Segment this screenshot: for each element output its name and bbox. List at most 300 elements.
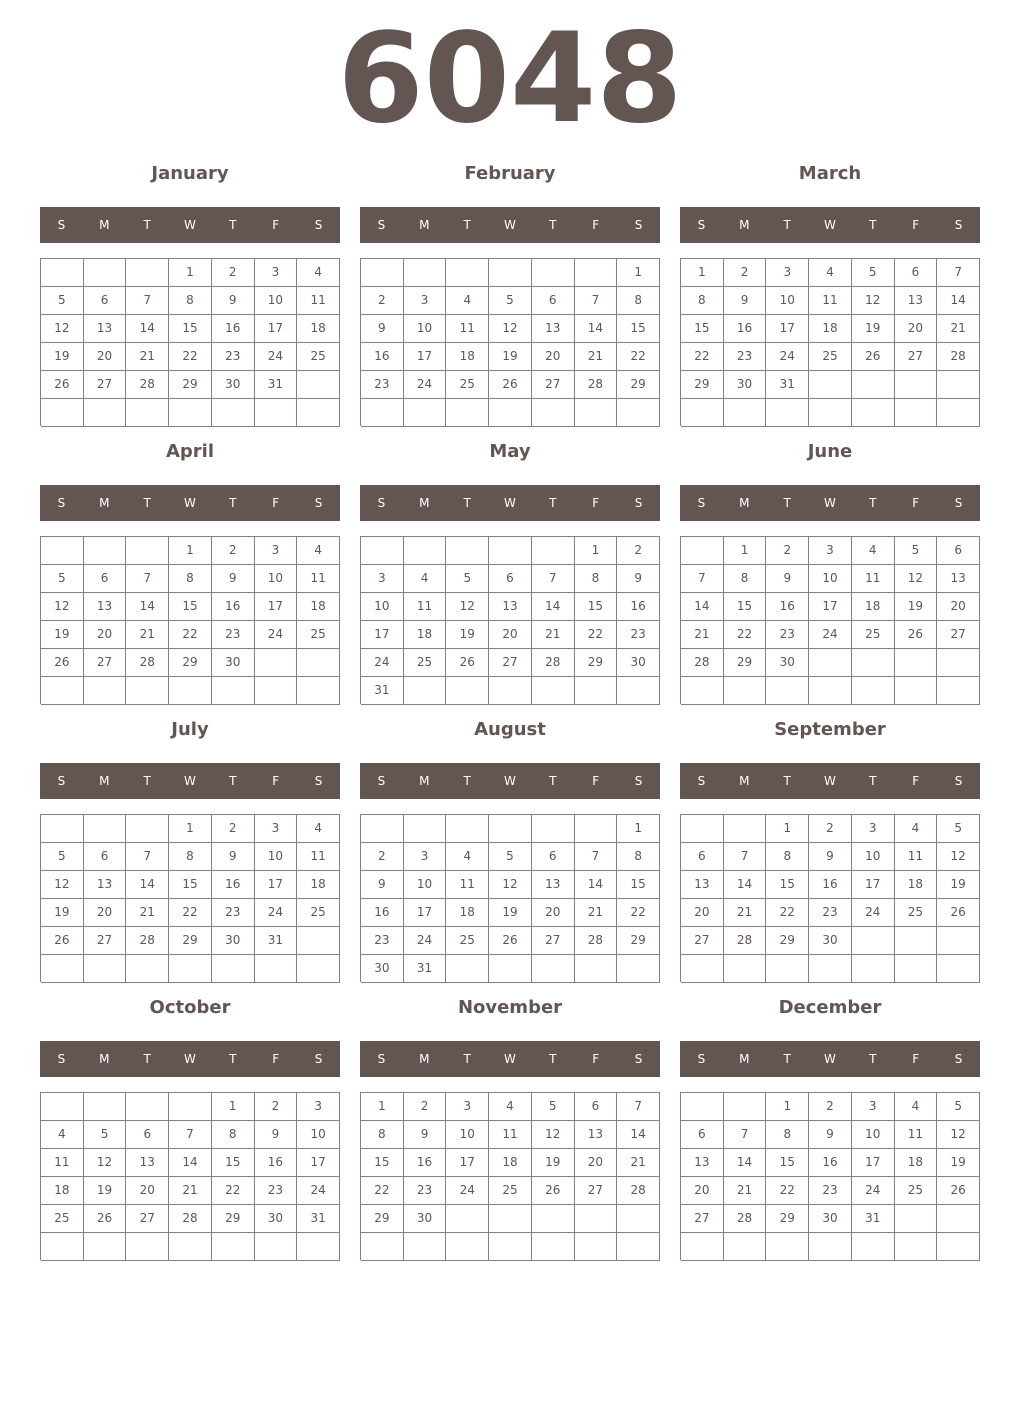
day-cell[interactable]: 15 xyxy=(617,315,660,343)
day-cell[interactable]: 14 xyxy=(724,1149,767,1177)
day-cell[interactable]: 21 xyxy=(681,621,724,649)
day-cell[interactable]: 31 xyxy=(255,371,298,399)
day-cell[interactable]: 21 xyxy=(724,899,767,927)
day-cell[interactable]: 25 xyxy=(297,621,340,649)
day-cell[interactable]: 9 xyxy=(766,565,809,593)
day-cell[interactable]: 25 xyxy=(895,1177,938,1205)
day-cell[interactable]: 22 xyxy=(724,621,767,649)
day-cell[interactable]: 25 xyxy=(489,1177,532,1205)
day-cell[interactable]: 21 xyxy=(617,1149,660,1177)
day-cell[interactable]: 4 xyxy=(895,815,938,843)
day-cell[interactable]: 5 xyxy=(489,287,532,315)
day-cell[interactable]: 28 xyxy=(126,371,169,399)
day-cell[interactable]: 11 xyxy=(297,843,340,871)
day-cell[interactable]: 13 xyxy=(489,593,532,621)
day-cell[interactable]: 11 xyxy=(809,287,852,315)
day-cell[interactable]: 1 xyxy=(169,815,212,843)
day-cell[interactable]: 19 xyxy=(895,593,938,621)
day-cell[interactable]: 15 xyxy=(361,1149,404,1177)
day-cell[interactable]: 2 xyxy=(212,537,255,565)
day-cell[interactable]: 22 xyxy=(212,1177,255,1205)
day-cell[interactable]: 25 xyxy=(852,621,895,649)
day-cell[interactable]: 27 xyxy=(126,1205,169,1233)
day-cell[interactable]: 6 xyxy=(84,843,127,871)
day-cell[interactable]: 16 xyxy=(361,899,404,927)
day-cell[interactable]: 29 xyxy=(617,371,660,399)
day-cell[interactable]: 2 xyxy=(724,259,767,287)
day-cell[interactable]: 10 xyxy=(255,287,298,315)
day-cell[interactable]: 19 xyxy=(41,899,84,927)
day-cell[interactable]: 12 xyxy=(489,871,532,899)
day-cell[interactable]: 18 xyxy=(895,871,938,899)
day-cell[interactable]: 1 xyxy=(766,815,809,843)
day-cell[interactable]: 14 xyxy=(937,287,980,315)
day-cell[interactable]: 7 xyxy=(126,287,169,315)
day-cell[interactable]: 7 xyxy=(126,843,169,871)
day-cell[interactable]: 19 xyxy=(532,1149,575,1177)
day-cell[interactable]: 3 xyxy=(404,843,447,871)
day-cell[interactable]: 4 xyxy=(446,843,489,871)
day-cell[interactable]: 21 xyxy=(126,621,169,649)
day-cell[interactable]: 30 xyxy=(809,1205,852,1233)
day-cell[interactable]: 19 xyxy=(852,315,895,343)
day-cell[interactable]: 7 xyxy=(724,843,767,871)
day-cell[interactable]: 18 xyxy=(404,621,447,649)
day-cell[interactable]: 24 xyxy=(255,899,298,927)
day-cell[interactable]: 17 xyxy=(446,1149,489,1177)
day-cell[interactable]: 2 xyxy=(361,287,404,315)
day-cell[interactable]: 11 xyxy=(297,565,340,593)
day-cell[interactable]: 28 xyxy=(575,371,618,399)
day-cell[interactable]: 17 xyxy=(766,315,809,343)
day-cell[interactable]: 10 xyxy=(404,315,447,343)
day-cell[interactable]: 5 xyxy=(852,259,895,287)
day-cell[interactable]: 13 xyxy=(681,1149,724,1177)
day-cell[interactable]: 26 xyxy=(41,371,84,399)
day-cell[interactable]: 17 xyxy=(809,593,852,621)
day-cell[interactable]: 6 xyxy=(681,843,724,871)
day-cell[interactable]: 23 xyxy=(212,899,255,927)
day-cell[interactable]: 9 xyxy=(617,565,660,593)
day-cell[interactable]: 27 xyxy=(489,649,532,677)
day-cell[interactable]: 5 xyxy=(41,287,84,315)
day-cell[interactable]: 16 xyxy=(404,1149,447,1177)
day-cell[interactable]: 20 xyxy=(84,621,127,649)
day-cell[interactable]: 29 xyxy=(361,1205,404,1233)
day-cell[interactable]: 17 xyxy=(852,1149,895,1177)
day-cell[interactable]: 8 xyxy=(617,843,660,871)
day-cell[interactable]: 23 xyxy=(255,1177,298,1205)
day-cell[interactable]: 19 xyxy=(41,343,84,371)
day-cell[interactable]: 29 xyxy=(169,927,212,955)
day-cell[interactable]: 24 xyxy=(446,1177,489,1205)
day-cell[interactable]: 6 xyxy=(84,287,127,315)
day-cell[interactable]: 27 xyxy=(84,371,127,399)
day-cell[interactable]: 19 xyxy=(489,899,532,927)
day-cell[interactable]: 28 xyxy=(126,927,169,955)
day-cell[interactable]: 18 xyxy=(446,343,489,371)
day-cell[interactable]: 12 xyxy=(41,871,84,899)
day-cell[interactable]: 28 xyxy=(532,649,575,677)
day-cell[interactable]: 1 xyxy=(169,537,212,565)
day-cell[interactable]: 9 xyxy=(212,287,255,315)
day-cell[interactable]: 17 xyxy=(297,1149,340,1177)
day-cell[interactable]: 7 xyxy=(724,1121,767,1149)
day-cell[interactable]: 12 xyxy=(41,593,84,621)
day-cell[interactable]: 26 xyxy=(41,649,84,677)
day-cell[interactable]: 20 xyxy=(126,1177,169,1205)
day-cell[interactable]: 19 xyxy=(489,343,532,371)
day-cell[interactable]: 7 xyxy=(575,843,618,871)
day-cell[interactable]: 21 xyxy=(575,899,618,927)
day-cell[interactable]: 1 xyxy=(361,1093,404,1121)
day-cell[interactable]: 9 xyxy=(361,315,404,343)
day-cell[interactable]: 26 xyxy=(937,899,980,927)
day-cell[interactable]: 24 xyxy=(404,927,447,955)
day-cell[interactable]: 18 xyxy=(446,899,489,927)
day-cell[interactable]: 24 xyxy=(852,1177,895,1205)
day-cell[interactable]: 5 xyxy=(41,843,84,871)
day-cell[interactable]: 18 xyxy=(852,593,895,621)
day-cell[interactable]: 2 xyxy=(212,815,255,843)
day-cell[interactable]: 8 xyxy=(212,1121,255,1149)
day-cell[interactable]: 18 xyxy=(895,1149,938,1177)
day-cell[interactable]: 7 xyxy=(126,565,169,593)
day-cell[interactable]: 26 xyxy=(489,371,532,399)
day-cell[interactable]: 8 xyxy=(766,843,809,871)
day-cell[interactable]: 27 xyxy=(84,649,127,677)
day-cell[interactable]: 31 xyxy=(297,1205,340,1233)
day-cell[interactable]: 15 xyxy=(212,1149,255,1177)
day-cell[interactable]: 13 xyxy=(84,593,127,621)
day-cell[interactable]: 9 xyxy=(809,843,852,871)
day-cell[interactable]: 11 xyxy=(489,1121,532,1149)
day-cell[interactable]: 31 xyxy=(766,371,809,399)
day-cell[interactable]: 19 xyxy=(937,871,980,899)
day-cell[interactable]: 12 xyxy=(895,565,938,593)
day-cell[interactable]: 23 xyxy=(404,1177,447,1205)
day-cell[interactable]: 12 xyxy=(532,1121,575,1149)
day-cell[interactable]: 26 xyxy=(489,927,532,955)
day-cell[interactable]: 15 xyxy=(169,593,212,621)
day-cell[interactable]: 22 xyxy=(766,899,809,927)
day-cell[interactable]: 1 xyxy=(169,259,212,287)
day-cell[interactable]: 24 xyxy=(361,649,404,677)
day-cell[interactable]: 12 xyxy=(84,1149,127,1177)
day-cell[interactable]: 15 xyxy=(169,315,212,343)
day-cell[interactable]: 8 xyxy=(681,287,724,315)
day-cell[interactable]: 4 xyxy=(41,1121,84,1149)
day-cell[interactable]: 26 xyxy=(532,1177,575,1205)
day-cell[interactable]: 12 xyxy=(937,843,980,871)
day-cell[interactable]: 22 xyxy=(617,899,660,927)
day-cell[interactable]: 28 xyxy=(169,1205,212,1233)
day-cell[interactable]: 1 xyxy=(212,1093,255,1121)
day-cell[interactable]: 3 xyxy=(809,537,852,565)
day-cell[interactable]: 18 xyxy=(297,593,340,621)
day-cell[interactable]: 2 xyxy=(809,815,852,843)
day-cell[interactable]: 5 xyxy=(489,843,532,871)
day-cell[interactable]: 14 xyxy=(681,593,724,621)
day-cell[interactable]: 7 xyxy=(681,565,724,593)
day-cell[interactable]: 20 xyxy=(937,593,980,621)
day-cell[interactable]: 11 xyxy=(895,1121,938,1149)
day-cell[interactable]: 28 xyxy=(617,1177,660,1205)
day-cell[interactable]: 14 xyxy=(617,1121,660,1149)
day-cell[interactable]: 29 xyxy=(169,649,212,677)
day-cell[interactable]: 29 xyxy=(766,1205,809,1233)
day-cell[interactable]: 4 xyxy=(489,1093,532,1121)
day-cell[interactable]: 20 xyxy=(532,343,575,371)
day-cell[interactable]: 9 xyxy=(212,565,255,593)
day-cell[interactable]: 7 xyxy=(617,1093,660,1121)
day-cell[interactable]: 1 xyxy=(617,259,660,287)
day-cell[interactable]: 14 xyxy=(532,593,575,621)
day-cell[interactable]: 2 xyxy=(212,259,255,287)
day-cell[interactable]: 16 xyxy=(809,1149,852,1177)
day-cell[interactable]: 22 xyxy=(681,343,724,371)
day-cell[interactable]: 30 xyxy=(404,1205,447,1233)
day-cell[interactable]: 17 xyxy=(852,871,895,899)
day-cell[interactable]: 9 xyxy=(724,287,767,315)
day-cell[interactable]: 25 xyxy=(446,927,489,955)
day-cell[interactable]: 27 xyxy=(681,1205,724,1233)
day-cell[interactable]: 26 xyxy=(446,649,489,677)
day-cell[interactable]: 8 xyxy=(169,843,212,871)
day-cell[interactable]: 13 xyxy=(532,871,575,899)
day-cell[interactable]: 8 xyxy=(169,565,212,593)
day-cell[interactable]: 18 xyxy=(489,1149,532,1177)
day-cell[interactable]: 31 xyxy=(852,1205,895,1233)
day-cell[interactable]: 11 xyxy=(446,871,489,899)
day-cell[interactable]: 23 xyxy=(766,621,809,649)
day-cell[interactable]: 30 xyxy=(212,371,255,399)
day-cell[interactable]: 24 xyxy=(297,1177,340,1205)
day-cell[interactable]: 4 xyxy=(446,287,489,315)
day-cell[interactable]: 3 xyxy=(297,1093,340,1121)
day-cell[interactable]: 23 xyxy=(724,343,767,371)
day-cell[interactable]: 29 xyxy=(617,927,660,955)
day-cell[interactable]: 19 xyxy=(446,621,489,649)
day-cell[interactable]: 14 xyxy=(575,871,618,899)
day-cell[interactable]: 2 xyxy=(809,1093,852,1121)
day-cell[interactable]: 16 xyxy=(766,593,809,621)
day-cell[interactable]: 3 xyxy=(852,815,895,843)
day-cell[interactable]: 30 xyxy=(617,649,660,677)
day-cell[interactable]: 21 xyxy=(575,343,618,371)
day-cell[interactable]: 9 xyxy=(404,1121,447,1149)
day-cell[interactable]: 26 xyxy=(895,621,938,649)
day-cell[interactable]: 10 xyxy=(766,287,809,315)
day-cell[interactable]: 24 xyxy=(404,371,447,399)
day-cell[interactable]: 19 xyxy=(937,1149,980,1177)
day-cell[interactable]: 29 xyxy=(212,1205,255,1233)
day-cell[interactable]: 23 xyxy=(212,343,255,371)
day-cell[interactable]: 21 xyxy=(532,621,575,649)
day-cell[interactable]: 16 xyxy=(255,1149,298,1177)
day-cell[interactable]: 25 xyxy=(297,343,340,371)
day-cell[interactable]: 30 xyxy=(212,649,255,677)
day-cell[interactable]: 15 xyxy=(766,1149,809,1177)
day-cell[interactable]: 2 xyxy=(404,1093,447,1121)
day-cell[interactable]: 28 xyxy=(724,927,767,955)
day-cell[interactable]: 23 xyxy=(212,621,255,649)
day-cell[interactable]: 23 xyxy=(617,621,660,649)
day-cell[interactable]: 3 xyxy=(361,565,404,593)
day-cell[interactable]: 24 xyxy=(255,621,298,649)
day-cell[interactable]: 31 xyxy=(361,677,404,705)
day-cell[interactable]: 15 xyxy=(681,315,724,343)
day-cell[interactable]: 16 xyxy=(212,315,255,343)
day-cell[interactable]: 7 xyxy=(937,259,980,287)
day-cell[interactable]: 9 xyxy=(809,1121,852,1149)
day-cell[interactable]: 14 xyxy=(724,871,767,899)
day-cell[interactable]: 2 xyxy=(255,1093,298,1121)
day-cell[interactable]: 13 xyxy=(937,565,980,593)
day-cell[interactable]: 9 xyxy=(212,843,255,871)
day-cell[interactable]: 4 xyxy=(297,537,340,565)
day-cell[interactable]: 2 xyxy=(617,537,660,565)
day-cell[interactable]: 10 xyxy=(446,1121,489,1149)
day-cell[interactable]: 17 xyxy=(255,871,298,899)
day-cell[interactable]: 11 xyxy=(297,287,340,315)
day-cell[interactable]: 12 xyxy=(41,315,84,343)
day-cell[interactable]: 3 xyxy=(766,259,809,287)
day-cell[interactable]: 16 xyxy=(212,593,255,621)
day-cell[interactable]: 8 xyxy=(766,1121,809,1149)
day-cell[interactable]: 25 xyxy=(297,899,340,927)
day-cell[interactable]: 29 xyxy=(681,371,724,399)
day-cell[interactable]: 5 xyxy=(937,1093,980,1121)
day-cell[interactable]: 10 xyxy=(852,843,895,871)
day-cell[interactable]: 23 xyxy=(361,371,404,399)
day-cell[interactable]: 28 xyxy=(126,649,169,677)
day-cell[interactable]: 22 xyxy=(575,621,618,649)
day-cell[interactable]: 8 xyxy=(617,287,660,315)
day-cell[interactable]: 13 xyxy=(575,1121,618,1149)
day-cell[interactable]: 25 xyxy=(404,649,447,677)
day-cell[interactable]: 12 xyxy=(937,1121,980,1149)
day-cell[interactable]: 26 xyxy=(852,343,895,371)
day-cell[interactable]: 24 xyxy=(255,343,298,371)
day-cell[interactable]: 20 xyxy=(681,899,724,927)
day-cell[interactable]: 31 xyxy=(255,927,298,955)
day-cell[interactable]: 12 xyxy=(446,593,489,621)
day-cell[interactable]: 21 xyxy=(169,1177,212,1205)
day-cell[interactable]: 17 xyxy=(361,621,404,649)
day-cell[interactable]: 3 xyxy=(255,815,298,843)
day-cell[interactable]: 22 xyxy=(169,343,212,371)
day-cell[interactable]: 18 xyxy=(297,315,340,343)
day-cell[interactable]: 30 xyxy=(766,649,809,677)
day-cell[interactable]: 11 xyxy=(446,315,489,343)
day-cell[interactable]: 6 xyxy=(532,843,575,871)
day-cell[interactable]: 10 xyxy=(404,871,447,899)
day-cell[interactable]: 20 xyxy=(84,899,127,927)
day-cell[interactable]: 3 xyxy=(852,1093,895,1121)
day-cell[interactable]: 23 xyxy=(361,927,404,955)
day-cell[interactable]: 9 xyxy=(255,1121,298,1149)
day-cell[interactable]: 20 xyxy=(532,899,575,927)
day-cell[interactable]: 15 xyxy=(169,871,212,899)
day-cell[interactable]: 25 xyxy=(809,343,852,371)
day-cell[interactable]: 25 xyxy=(446,371,489,399)
day-cell[interactable]: 27 xyxy=(532,371,575,399)
day-cell[interactable]: 25 xyxy=(895,899,938,927)
day-cell[interactable]: 24 xyxy=(766,343,809,371)
day-cell[interactable]: 3 xyxy=(255,259,298,287)
day-cell[interactable]: 30 xyxy=(361,955,404,983)
day-cell[interactable]: 29 xyxy=(766,927,809,955)
day-cell[interactable]: 1 xyxy=(724,537,767,565)
day-cell[interactable]: 6 xyxy=(532,287,575,315)
day-cell[interactable]: 20 xyxy=(489,621,532,649)
day-cell[interactable]: 13 xyxy=(532,315,575,343)
day-cell[interactable]: 3 xyxy=(446,1093,489,1121)
day-cell[interactable]: 28 xyxy=(681,649,724,677)
day-cell[interactable]: 20 xyxy=(895,315,938,343)
day-cell[interactable]: 27 xyxy=(532,927,575,955)
day-cell[interactable]: 10 xyxy=(852,1121,895,1149)
day-cell[interactable]: 6 xyxy=(937,537,980,565)
day-cell[interactable]: 9 xyxy=(361,871,404,899)
day-cell[interactable]: 4 xyxy=(809,259,852,287)
day-cell[interactable]: 4 xyxy=(404,565,447,593)
day-cell[interactable]: 16 xyxy=(361,343,404,371)
day-cell[interactable]: 15 xyxy=(724,593,767,621)
day-cell[interactable]: 17 xyxy=(404,899,447,927)
day-cell[interactable]: 5 xyxy=(532,1093,575,1121)
day-cell[interactable]: 24 xyxy=(809,621,852,649)
day-cell[interactable]: 1 xyxy=(617,815,660,843)
day-cell[interactable]: 28 xyxy=(937,343,980,371)
day-cell[interactable]: 11 xyxy=(404,593,447,621)
day-cell[interactable]: 23 xyxy=(809,899,852,927)
day-cell[interactable]: 14 xyxy=(126,871,169,899)
day-cell[interactable]: 24 xyxy=(852,899,895,927)
day-cell[interactable]: 8 xyxy=(575,565,618,593)
day-cell[interactable]: 20 xyxy=(84,343,127,371)
day-cell[interactable]: 27 xyxy=(681,927,724,955)
day-cell[interactable]: 6 xyxy=(681,1121,724,1149)
day-cell[interactable]: 30 xyxy=(809,927,852,955)
day-cell[interactable]: 17 xyxy=(255,315,298,343)
day-cell[interactable]: 22 xyxy=(169,899,212,927)
day-cell[interactable]: 10 xyxy=(809,565,852,593)
day-cell[interactable]: 31 xyxy=(404,955,447,983)
day-cell[interactable]: 29 xyxy=(169,371,212,399)
day-cell[interactable]: 5 xyxy=(446,565,489,593)
day-cell[interactable]: 26 xyxy=(937,1177,980,1205)
day-cell[interactable]: 18 xyxy=(297,871,340,899)
day-cell[interactable]: 27 xyxy=(84,927,127,955)
day-cell[interactable]: 22 xyxy=(169,621,212,649)
day-cell[interactable]: 10 xyxy=(255,565,298,593)
day-cell[interactable]: 29 xyxy=(724,649,767,677)
day-cell[interactable]: 20 xyxy=(575,1149,618,1177)
day-cell[interactable]: 14 xyxy=(126,593,169,621)
day-cell[interactable]: 15 xyxy=(766,871,809,899)
day-cell[interactable]: 3 xyxy=(404,287,447,315)
day-cell[interactable]: 1 xyxy=(575,537,618,565)
day-cell[interactable]: 6 xyxy=(895,259,938,287)
day-cell[interactable]: 13 xyxy=(681,871,724,899)
day-cell[interactable]: 30 xyxy=(212,927,255,955)
day-cell[interactable]: 10 xyxy=(255,843,298,871)
day-cell[interactable]: 4 xyxy=(297,259,340,287)
day-cell[interactable]: 30 xyxy=(255,1205,298,1233)
day-cell[interactable]: 6 xyxy=(489,565,532,593)
